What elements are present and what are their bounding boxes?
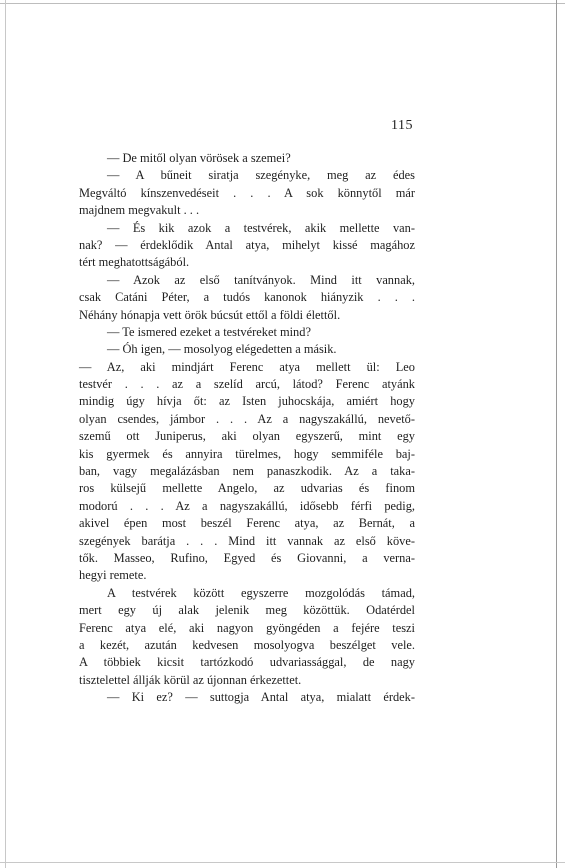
text-line: — De mitől olyan vörösek a szemei?: [107, 151, 291, 165]
scan-edge-left: [5, 0, 6, 868]
text-line: A többiek kicsit tartózkodó udvariassággal, de nagy: [79, 655, 415, 670]
text-line: Néhány hónapja vett örök búcsút ettől a földi élettől.: [79, 307, 341, 322]
text-line: a kezét, azután kedvesen mosolyogva beszélget vele.: [79, 637, 415, 652]
text-line: mert egy új alak jelenik meg közöttük. Odatérdel: [79, 603, 415, 618]
text-line: — Az, aki mindjárt Ferenc atya mellett ül: Leo: [79, 359, 415, 374]
text-line: — Te ismered ezeket a testvéreket mind?: [107, 324, 311, 339]
text-line: Ferenc atya elé, aki nagyon gyöngéden a fejére teszi: [79, 620, 415, 635]
text-line: ban, vagy megalázásban nem panaszkodik. Az a taka-: [79, 464, 415, 479]
text-line: A testvérek között egyszerre mozgolódás támad,: [107, 585, 415, 600]
text-line: olyan csendes, jámbor . . . Az a nagyszakállú, nevető-: [79, 411, 415, 426]
scan-edge-bottom: [0, 862, 565, 863]
text-line: szemű ott Juniperus, aki olyan egyszerű, mint egy: [79, 429, 415, 444]
text-line: hegyi remete.: [79, 568, 147, 583]
text-line: szegények barátja . . . Mind itt vannak az első köve-: [79, 533, 415, 548]
text-line: — Ki ez? — suttogja Antal atya, mialatt érdek-: [107, 690, 415, 705]
text-line: kis gyermek és annyira türelmes, hogy semmiféle baj-: [79, 446, 415, 461]
text-line: tők. Masseo, Rufino, Egyed és Giovanni, a verna-: [79, 550, 415, 565]
body-text: [79, 150, 415, 707]
text-line: tisztelettel állják körül az újonnan érkezettet.: [79, 672, 302, 687]
text-line: testvér . . . az a szelíd arcú, látod? Ferenc atyánk: [79, 377, 415, 392]
text-line: tért meghatottságából.: [79, 255, 190, 270]
text-line: csak Catáni Péter, a tudós kanonok hiányzik . . .: [79, 290, 415, 305]
text-line: nak? — érdeklődik Antal atya, mihelyt kissé magához: [79, 237, 415, 252]
text-line: — A bűneit siratja szegényke, meg az édes: [107, 168, 415, 183]
text-line: mindig úgy hívja őt: az Isten juhocskája, amiért hogy: [79, 394, 415, 409]
text-line: majdnem megvakult . . .: [79, 203, 200, 218]
text-line: akivel épen most beszél Ferenc atya, az Bernát, a: [79, 516, 415, 531]
scan-edge-right: [556, 0, 557, 868]
scan-edge-top: [0, 3, 565, 4]
text-line: modorú . . . Az a nagyszakállú, idősebb férfi pedig,: [79, 498, 415, 513]
text-line: — És kik azok a testvérek, akik mellette van-: [107, 220, 415, 235]
text-line: Megváltó kínszenvedéseit . . . A sok könnytől már: [79, 185, 415, 200]
text-line: — Azok az első tanítványok. Mind itt vannak,: [107, 272, 415, 287]
text-line: — Óh igen, — mosolyog elégedetten a másik.: [107, 342, 337, 357]
text-line: ros külsejű mellette Angelo, az udvarias és finom: [79, 481, 415, 496]
page-number: 115: [391, 118, 413, 133]
